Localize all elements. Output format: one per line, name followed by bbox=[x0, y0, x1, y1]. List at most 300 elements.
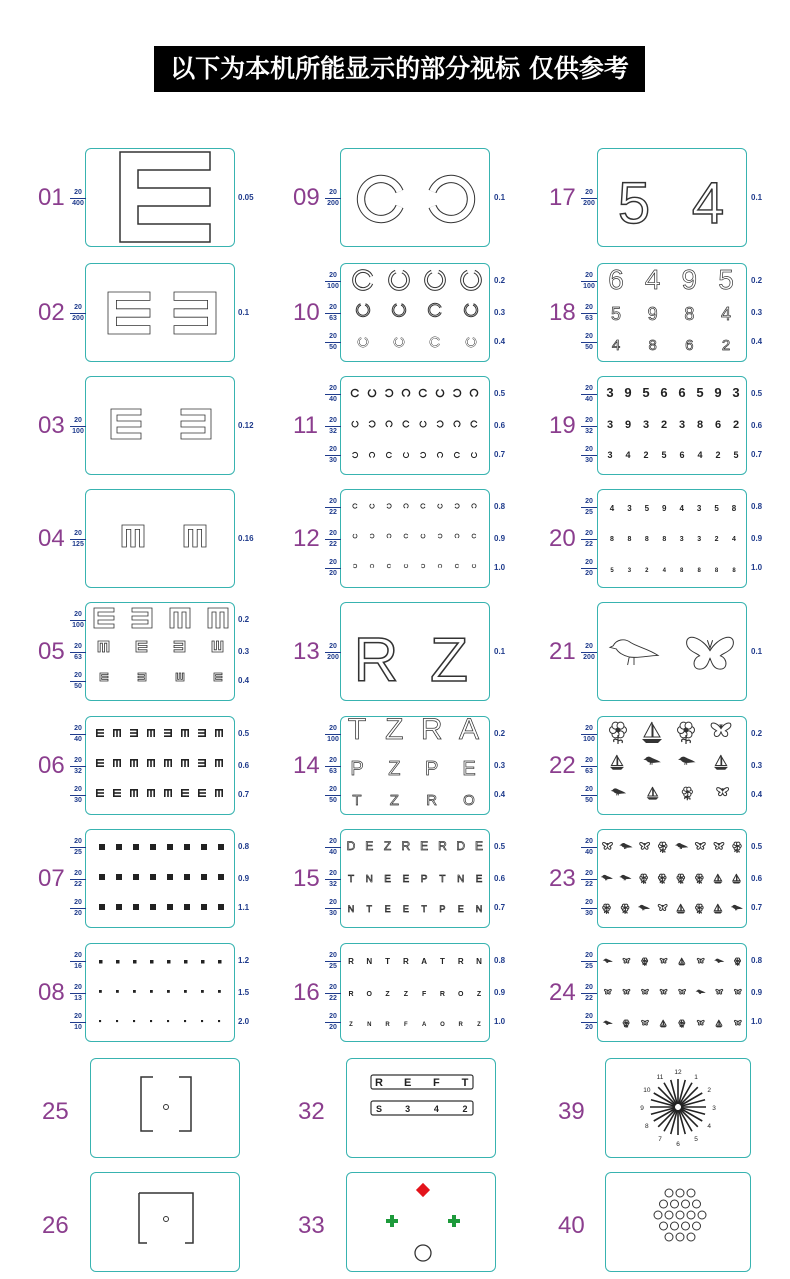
fraction-numerator: 20 bbox=[325, 757, 341, 767]
fraction-denominator: 63 bbox=[329, 767, 337, 775]
optotype-panel bbox=[597, 263, 747, 362]
tumbling-e-optotype bbox=[208, 608, 228, 628]
letter-optotype: 9 bbox=[714, 385, 722, 400]
svg-text:1: 1 bbox=[694, 1073, 698, 1081]
flower-icon bbox=[658, 874, 666, 884]
tumbling-e-optotype bbox=[113, 759, 121, 767]
optotype-panel bbox=[597, 943, 747, 1042]
decimal-acuity: 0.4 bbox=[494, 790, 506, 800]
tumbling-e-optotype bbox=[147, 729, 155, 737]
bird-icon bbox=[645, 757, 660, 765]
svg-text:12: 12 bbox=[674, 1069, 682, 1076]
letter-optotype: T bbox=[347, 717, 367, 746]
tumbling-e-optotype bbox=[98, 641, 109, 652]
decimal-acuity: 0.16 bbox=[238, 533, 254, 543]
letter-optotype: 3 bbox=[696, 504, 702, 513]
flower-icon bbox=[696, 874, 704, 884]
letter-optotype: N bbox=[347, 904, 355, 914]
butterfly-icon bbox=[623, 989, 630, 994]
letter-optotype: O bbox=[457, 991, 464, 998]
landolt-c-optotype bbox=[368, 390, 375, 397]
optotype-drawing bbox=[606, 1059, 751, 1158]
butterfly-icon bbox=[717, 788, 729, 796]
sailboat-icon bbox=[713, 874, 722, 883]
butterfly-icon bbox=[711, 723, 731, 736]
fraction-denominator: 30 bbox=[585, 910, 593, 918]
landolt-c-optotype bbox=[353, 564, 356, 568]
optotype-panel bbox=[85, 829, 235, 928]
tumbling-e-optotype bbox=[147, 759, 155, 767]
flower-icon bbox=[733, 842, 742, 853]
tumbling-e-optotype bbox=[212, 641, 223, 652]
tumbling-e-optotype bbox=[132, 608, 152, 628]
decimal-acuity: 0.8 bbox=[751, 501, 763, 511]
landolt-c-optotype bbox=[472, 504, 476, 508]
tumbling-e-optotype bbox=[136, 641, 147, 652]
acuity-fraction bbox=[581, 272, 597, 291]
landolt-c-optotype bbox=[404, 534, 408, 538]
decimal-acuity: 0.6 bbox=[494, 873, 506, 883]
fraction-numerator: 20 bbox=[325, 725, 341, 735]
letter-optotype: 2 bbox=[660, 419, 668, 431]
letter-optotype: E bbox=[474, 839, 484, 853]
acuity-fraction bbox=[581, 952, 597, 971]
letter-optotype: E bbox=[403, 1077, 412, 1089]
letter-optotype: 6 bbox=[608, 264, 624, 295]
chart-number: 13 bbox=[293, 637, 320, 665]
acuity-fraction bbox=[581, 643, 597, 662]
chart-number: 32 bbox=[298, 1098, 325, 1125]
letter-optotype: 3 bbox=[627, 568, 632, 574]
letter-optotype: R bbox=[402, 957, 409, 966]
acuity-fraction bbox=[325, 304, 341, 323]
svg-text:3: 3 bbox=[712, 1105, 716, 1112]
chart-number: 19 bbox=[549, 411, 576, 439]
fraction-numerator: 20 bbox=[325, 189, 341, 199]
butterfly-icon bbox=[716, 989, 723, 994]
letter-optotype: 3 bbox=[679, 536, 684, 543]
decimal-acuity: 0.8 bbox=[751, 955, 763, 965]
landolt-c-optotype bbox=[454, 389, 461, 396]
decimal-acuity: 0.5 bbox=[751, 388, 763, 398]
tumbling-e-optotype bbox=[198, 789, 206, 797]
landolt-c-optotype bbox=[462, 272, 480, 289]
acuity-fraction bbox=[325, 952, 341, 971]
fraction-numerator: 20 bbox=[70, 189, 86, 199]
chart-number: 24 bbox=[549, 978, 576, 1006]
letter-optotype: 9 bbox=[681, 264, 698, 295]
optotype-panel bbox=[597, 602, 747, 701]
optotype-drawing bbox=[86, 377, 235, 475]
decimal-acuity: 0.3 bbox=[494, 307, 506, 317]
flower-icon bbox=[678, 722, 695, 744]
letter-optotype: O bbox=[440, 1022, 445, 1028]
landolt-c-optotype bbox=[387, 564, 390, 568]
tumbling-e-optotype bbox=[108, 292, 150, 334]
landolt-c-optotype bbox=[420, 421, 426, 427]
letter-optotype: R bbox=[401, 839, 411, 853]
optotype-panel bbox=[85, 148, 235, 247]
fraction-numerator: 20 bbox=[581, 786, 597, 796]
acuity-fraction bbox=[325, 333, 341, 352]
fraction-numerator: 20 bbox=[325, 870, 341, 880]
fraction-denominator: 30 bbox=[329, 457, 337, 465]
optotype-drawing bbox=[606, 1173, 751, 1272]
letter-optotype: 2 bbox=[645, 568, 649, 574]
flower-icon bbox=[735, 958, 741, 966]
landolt-c-optotype bbox=[455, 564, 458, 568]
landolt-c-optotype bbox=[359, 338, 368, 347]
optotype-drawing bbox=[341, 830, 490, 928]
bird-icon bbox=[639, 905, 648, 910]
letter-optotype: E bbox=[462, 758, 476, 780]
letter-optotype: A bbox=[421, 1022, 427, 1028]
decimal-acuity: 0.9 bbox=[494, 533, 506, 543]
fraction-numerator: 20 bbox=[325, 952, 341, 962]
fraction-numerator: 20 bbox=[581, 498, 597, 508]
optotype-drawing bbox=[86, 944, 235, 1042]
optotype-drawing bbox=[598, 490, 747, 588]
letter-optotype: 5 bbox=[714, 504, 719, 513]
landolt-c-optotype bbox=[403, 453, 408, 458]
fraction-numerator: 20 bbox=[581, 1013, 597, 1023]
landolt-c-optotype bbox=[369, 452, 374, 457]
fraction-denominator: 22 bbox=[585, 880, 593, 888]
optotype-panel bbox=[605, 1172, 751, 1272]
acuity-fraction bbox=[70, 189, 86, 208]
chart-number: 03 bbox=[38, 411, 65, 439]
chart-number: 11 bbox=[293, 411, 318, 439]
chart-number: 21 bbox=[549, 637, 576, 665]
sailboat-icon bbox=[610, 755, 624, 770]
letter-optotype: 6 bbox=[714, 419, 722, 431]
chart-number: 05 bbox=[38, 637, 65, 665]
letter-optotype: R bbox=[353, 626, 399, 695]
optotype-drawing bbox=[347, 1173, 496, 1272]
bird-icon bbox=[610, 640, 658, 665]
fraction-numerator: 20 bbox=[325, 385, 341, 395]
optotype-drawing bbox=[86, 603, 235, 701]
optotype-drawing bbox=[598, 264, 747, 362]
circle-icon bbox=[415, 1245, 431, 1261]
fraction-denominator: 30 bbox=[329, 910, 337, 918]
acuity-fraction bbox=[581, 725, 597, 744]
letter-optotype: 8 bbox=[731, 504, 737, 513]
bird-icon bbox=[621, 875, 630, 880]
fraction-denominator: 40 bbox=[329, 848, 337, 856]
fraction-denominator: 200 bbox=[583, 653, 595, 661]
fraction-numerator: 20 bbox=[581, 272, 597, 282]
fraction-numerator: 20 bbox=[70, 757, 86, 767]
letter-optotype: N bbox=[457, 874, 465, 885]
tumbling-e-optotype bbox=[215, 729, 223, 737]
svg-text:10: 10 bbox=[643, 1087, 651, 1094]
acuity-fraction bbox=[325, 530, 341, 549]
tumbling-e-optotype bbox=[181, 789, 189, 797]
landolt-c-optotype bbox=[370, 534, 374, 538]
fraction-numerator: 20 bbox=[325, 446, 341, 456]
green-cross-icon bbox=[448, 1215, 460, 1227]
letter-optotype: R bbox=[439, 991, 445, 998]
acuity-fraction bbox=[325, 272, 341, 291]
acuity-fraction bbox=[325, 643, 341, 662]
fraction-numerator: 20 bbox=[70, 952, 86, 962]
optotype-drawing bbox=[91, 1059, 240, 1158]
letter-optotype: E bbox=[384, 874, 391, 885]
letter-optotype: R bbox=[457, 957, 464, 966]
svg-text:9: 9 bbox=[640, 1105, 644, 1112]
sailboat-icon bbox=[642, 722, 662, 743]
tumbling-e-optotype bbox=[147, 789, 155, 797]
decimal-acuity: 2.0 bbox=[238, 1017, 250, 1027]
acuity-fraction bbox=[581, 786, 597, 805]
acuity-fraction bbox=[581, 838, 597, 857]
optotype-drawing bbox=[86, 149, 235, 247]
decimal-acuity: 1.0 bbox=[494, 563, 506, 573]
bird-icon bbox=[732, 905, 741, 910]
letter-optotype: T bbox=[421, 904, 427, 914]
acuity-fraction bbox=[70, 530, 86, 549]
decimal-acuity: 0.3 bbox=[751, 307, 763, 317]
letter-optotype: N bbox=[367, 1022, 372, 1028]
optotype-drawing bbox=[598, 944, 747, 1042]
decimal-acuity: 0.1 bbox=[494, 646, 506, 656]
acuity-fraction bbox=[581, 498, 597, 517]
acuity-fraction bbox=[581, 385, 597, 404]
letter-optotype: F bbox=[422, 991, 427, 998]
letter-optotype: 2 bbox=[732, 419, 740, 431]
chart-number: 18 bbox=[549, 298, 576, 326]
acuity-fraction bbox=[325, 559, 341, 578]
optotype-panel bbox=[340, 716, 490, 815]
sailboat-icon bbox=[676, 904, 685, 913]
decimal-acuity: 1.1 bbox=[238, 903, 250, 913]
optotype-panel bbox=[340, 263, 490, 362]
fraction-denominator: 10 bbox=[74, 1024, 82, 1032]
landolt-c-optotype bbox=[353, 452, 358, 457]
fraction-denominator: 100 bbox=[72, 427, 84, 435]
letter-optotype: T bbox=[461, 1077, 469, 1089]
letter-optotype: 8 bbox=[648, 337, 657, 354]
letter-optotype: 8 bbox=[696, 419, 704, 431]
decimal-acuity: 0.2 bbox=[494, 728, 506, 738]
fraction-numerator: 20 bbox=[581, 333, 597, 343]
fraction-denominator: 32 bbox=[329, 427, 337, 435]
landolt-c-optotype bbox=[353, 504, 357, 508]
fraction-numerator: 20 bbox=[70, 304, 86, 314]
tumbling-e-optotype bbox=[214, 673, 222, 681]
chart-number: 10 bbox=[293, 298, 320, 326]
landolt-c-optotype bbox=[404, 564, 408, 567]
letter-optotype: Z bbox=[385, 717, 404, 746]
optotype-drawing bbox=[341, 490, 490, 588]
letter-optotype: 4 bbox=[720, 304, 732, 324]
letter-optotype: R bbox=[385, 1022, 390, 1028]
butterfly-icon bbox=[714, 842, 724, 849]
letter-optotype: E bbox=[365, 839, 374, 853]
bird-icon bbox=[679, 757, 694, 765]
tumbling-e-optotype bbox=[181, 729, 189, 737]
fraction-numerator: 20 bbox=[70, 417, 86, 427]
acuity-fraction bbox=[581, 333, 597, 352]
fraction-numerator: 20 bbox=[70, 1013, 86, 1023]
fraction-denominator: 32 bbox=[74, 767, 82, 775]
letter-optotype: 3 bbox=[697, 536, 702, 543]
sailboat-icon bbox=[713, 904, 722, 913]
letter-optotype: 8 bbox=[610, 536, 614, 543]
landolt-c-optotype bbox=[387, 504, 391, 508]
landolt-c-optotype bbox=[386, 452, 391, 457]
letter-optotype: 4 bbox=[644, 264, 661, 295]
fraction-numerator: 20 bbox=[325, 530, 341, 540]
decimal-acuity: 0.4 bbox=[751, 790, 763, 800]
chart-number: 09 bbox=[293, 183, 320, 211]
tumbling-e-optotype bbox=[174, 641, 185, 652]
decimal-acuity: 0.3 bbox=[238, 646, 250, 656]
optotype-panel bbox=[597, 829, 747, 928]
optotype-panel bbox=[346, 1172, 496, 1272]
letter-optotype: P bbox=[424, 758, 439, 780]
acuity-fraction bbox=[70, 870, 86, 889]
optotype-panel bbox=[340, 602, 490, 701]
letter-optotype: Z bbox=[476, 991, 482, 998]
landolt-c-optotype bbox=[393, 304, 405, 316]
fraction-numerator: 20 bbox=[581, 952, 597, 962]
fraction-denominator: 125 bbox=[72, 540, 84, 548]
chart-number: 14 bbox=[293, 751, 320, 779]
fraction-numerator: 20 bbox=[70, 786, 86, 796]
optotype-drawing bbox=[341, 944, 490, 1042]
landolt-c-optotype bbox=[395, 338, 404, 347]
letter-optotype: E bbox=[384, 904, 391, 914]
letter-optotype: 8 bbox=[732, 568, 736, 574]
optotype-panel bbox=[85, 263, 235, 362]
letter-optotype: 5 bbox=[661, 450, 667, 460]
optotype-panel bbox=[605, 1058, 751, 1158]
optotype-panel bbox=[597, 148, 747, 247]
tumbling-e-optotype bbox=[113, 789, 121, 797]
acuity-fraction bbox=[70, 952, 86, 971]
fraction-numerator: 20 bbox=[325, 786, 341, 796]
fraction-denominator: 25 bbox=[585, 962, 593, 970]
letter-optotype: 4 bbox=[732, 536, 736, 543]
landolt-c-optotype bbox=[370, 504, 374, 508]
letter-optotype: 8 bbox=[680, 568, 684, 574]
optotype-panel bbox=[340, 148, 490, 247]
optotype-panel bbox=[85, 716, 235, 815]
optotype-drawing bbox=[347, 1059, 496, 1158]
acuity-fraction bbox=[325, 498, 341, 517]
fraction-numerator: 20 bbox=[581, 530, 597, 540]
letter-optotype: 5 bbox=[733, 450, 739, 460]
letter-optotype: P bbox=[350, 758, 364, 780]
decimal-acuity: 0.4 bbox=[238, 676, 250, 686]
flower-icon bbox=[603, 904, 611, 914]
letter-optotype: A bbox=[421, 957, 428, 966]
chart-number: 04 bbox=[38, 524, 65, 552]
tumbling-e-optotype bbox=[96, 759, 104, 767]
letter-optotype: 9 bbox=[624, 385, 632, 400]
letter-optotype: R bbox=[438, 839, 447, 853]
optotype-drawing bbox=[341, 377, 490, 475]
decimal-acuity: 0.2 bbox=[238, 614, 250, 624]
acuity-fraction bbox=[70, 757, 86, 776]
letter-optotype: 6 bbox=[660, 385, 668, 400]
chart-number: 39 bbox=[558, 1098, 585, 1125]
acuity-fraction bbox=[581, 870, 597, 889]
chart-number: 01 bbox=[38, 183, 65, 211]
decimal-acuity: 0.1 bbox=[751, 646, 763, 656]
landolt-c-optotype bbox=[465, 304, 477, 316]
decimal-acuity: 0.9 bbox=[751, 987, 763, 997]
acuity-fraction bbox=[581, 189, 597, 208]
landolt-c-optotype bbox=[351, 389, 358, 396]
letter-optotype: A bbox=[458, 717, 480, 746]
fraction-numerator: 20 bbox=[325, 417, 341, 427]
letter-optotype: 4 bbox=[433, 1104, 439, 1114]
landolt-c-optotype bbox=[470, 389, 477, 396]
acuity-fraction bbox=[325, 725, 341, 744]
fraction-numerator: 20 bbox=[581, 385, 597, 395]
chart-number: 40 bbox=[558, 1212, 585, 1239]
decimal-acuity: 0.8 bbox=[494, 501, 506, 511]
letter-optotype: Z bbox=[349, 1022, 353, 1028]
decimal-acuity: 0.3 bbox=[494, 760, 506, 770]
bird-icon bbox=[602, 875, 611, 880]
letter-optotype: 4 bbox=[609, 504, 615, 513]
letter-optotype: 4 bbox=[691, 171, 725, 236]
butterfly-icon bbox=[695, 842, 705, 849]
fraction-denominator: 100 bbox=[583, 282, 595, 290]
landolt-c-optotype bbox=[386, 421, 392, 427]
fraction-denominator: 22 bbox=[329, 994, 337, 1002]
tumbling-e-optotype bbox=[181, 409, 211, 439]
butterfly-icon bbox=[687, 637, 734, 669]
letter-optotype: F bbox=[404, 1022, 408, 1028]
decimal-acuity: 0.6 bbox=[494, 420, 506, 430]
tumbling-e-optotype bbox=[184, 525, 206, 547]
landolt-c-optotype bbox=[438, 564, 442, 567]
letter-optotype: E bbox=[420, 839, 429, 853]
letter-optotype: 5 bbox=[696, 385, 704, 400]
fraction-numerator: 20 bbox=[581, 870, 597, 880]
tumbling-e-optotype bbox=[96, 729, 104, 737]
letter-optotype: E bbox=[457, 904, 464, 914]
svg-text:7: 7 bbox=[658, 1136, 662, 1144]
letter-optotype: N bbox=[475, 904, 483, 914]
landolt-c-optotype bbox=[437, 452, 442, 457]
fraction-denominator: 25 bbox=[585, 508, 593, 516]
banner-title: 以下为本机所能显示的部分视标 仅供参考 bbox=[154, 46, 645, 92]
acuity-fraction bbox=[581, 1013, 597, 1032]
fraction-numerator: 20 bbox=[581, 304, 597, 314]
svg-text:2: 2 bbox=[707, 1087, 711, 1094]
optotype-panel bbox=[85, 602, 235, 701]
tumbling-e-optotype bbox=[113, 729, 121, 737]
fraction-numerator: 20 bbox=[70, 643, 86, 653]
letter-optotype: E bbox=[402, 904, 409, 914]
butterfly-icon bbox=[734, 989, 741, 994]
optotype-drawing bbox=[598, 377, 747, 475]
landolt-c-optotype bbox=[361, 179, 400, 219]
decimal-acuity: 0.9 bbox=[751, 533, 763, 543]
tumbling-e-optotype bbox=[120, 152, 210, 242]
optotype-panel bbox=[340, 829, 490, 928]
acuity-fraction bbox=[70, 304, 86, 323]
svg-text:4: 4 bbox=[707, 1123, 711, 1130]
letter-optotype: 4 bbox=[662, 568, 666, 574]
landolt-c-optotype bbox=[437, 421, 443, 427]
